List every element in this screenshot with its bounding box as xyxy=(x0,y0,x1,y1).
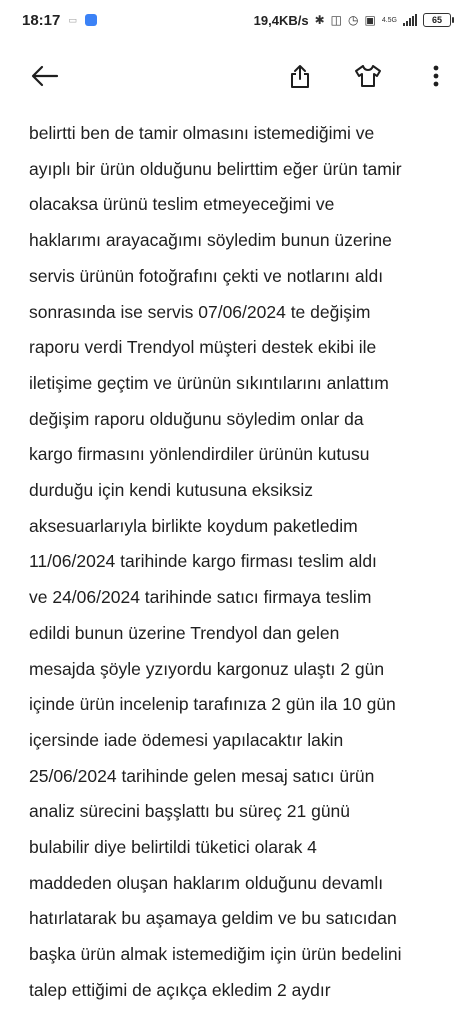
battery-level: 65 xyxy=(431,15,442,25)
arrow-left-icon xyxy=(31,65,59,87)
signal-icon xyxy=(403,14,417,26)
alarm-icon: ◷ xyxy=(347,13,359,27)
net-speed: 19,4KB/s xyxy=(253,12,309,28)
share-button[interactable] xyxy=(283,59,317,93)
more-options-button[interactable] xyxy=(419,59,453,93)
theme-button[interactable] xyxy=(351,59,385,93)
vibrate-icon: ◫ xyxy=(330,13,342,27)
volte-icon: ▣ xyxy=(364,13,376,27)
notification-icon: ▭ xyxy=(68,14,77,25)
battery-icon xyxy=(423,13,451,27)
share-icon xyxy=(288,63,312,89)
note-body-text[interactable]: belirtti ben de tamir olmasını istemediğimi ve ayıplı bir ürün olduğunu belirttim eğer ürün tamir olacaksa ürünü teslim etmeyeceğimi ve haklarımı arayacağımı söyledim bunun üzerine servis ürünün fotoğrafını çekti ve notlarını aldı sonrasında ise servis 07/06/2024 te değişim raporu verdi Trendyol müşteri destek ekibi ile iletişime geçtim ve ürünün sıkıntılarını anlattım değişim raporu olduğunu söyledim onlar da kargo firmasını yönlendirdiler ürünün kutusu durduğu için kendi kutusuna eksiksiz aksesuarlarıyla birlikte koydum paketledim 11/06/2024 tarihinde kargo firması teslim aldı ve 24/06/2024 tarihinde satıcı firmaya teslim edildi bunun üzerine Trendyol dan gelen mesajda şöyle yzıyordu kargonuz ulaştı 2 gün içinde ürün incelenip tarafınıza 2 gün ila 10 gün içersinde iade ödemesi yapılacaktır lakin 25/06/2024 tarihinde gelen mesaj satıcı ürün analiz sürecini başşlattı bu süreç 21 günü bulabilir diye belirtildi tüketici olarak 4 maddeden oluşan haklarım olduğunu devamlı hatırlatarak bu aşamaya geldim ve bu satıcıdan başka ürün almak istemediğim için ürün bedelini talep ettiğimi de açıkça ekledim 2 aydır xyxy=(29,123,402,1000)
tshirt-icon xyxy=(354,64,382,88)
status-time: 18:17 xyxy=(22,11,61,29)
app-notification-icon xyxy=(85,14,97,26)
back-button[interactable] xyxy=(28,59,62,93)
status-left xyxy=(22,12,97,29)
more-vertical-icon xyxy=(432,64,440,88)
status-bar xyxy=(0,0,473,40)
status-right xyxy=(254,13,451,28)
toolbar-actions xyxy=(283,59,453,93)
toolbar xyxy=(0,50,473,102)
bluetooth-icon: ✱ xyxy=(314,13,325,27)
network-type: 4.5G xyxy=(381,16,397,24)
